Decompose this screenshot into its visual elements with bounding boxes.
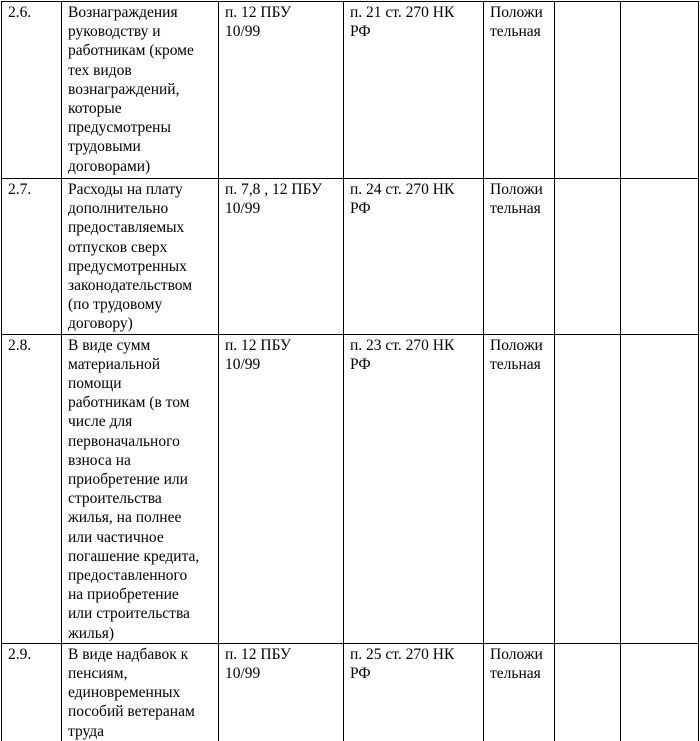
cell-nk-reference: п. 25 ст. 270 НК РФ [344,643,484,741]
cell-difference-type: Положи тельная [484,2,555,179]
cell-difference-type: Положи тельная [484,179,555,335]
cell-pbu-reference: п. 7,8 , 12 ПБУ 10/99 [219,179,344,335]
cell-number: 2.7. [2,179,62,335]
cell-empty [555,334,621,643]
cell-empty [621,643,699,741]
cell-description: Вознаграждения руководству и работникам (кроме тех видов вознаграждений, которые предусмотрены трудовыми договорами) [62,2,219,179]
cell-pbu-reference: п. 12 ПБУ 10/99 [219,643,344,741]
cell-number: 2.8. [2,334,62,643]
cell-number: 2.6. [2,2,62,179]
cell-empty [555,179,621,335]
cell-empty [621,2,699,179]
cell-difference-type: Положи тельная [484,334,555,643]
table-row [2,643,699,741]
table-row [2,2,699,179]
cell-nk-reference: п. 23 ст. 270 НК РФ [344,334,484,643]
cell-number: 2.9. [2,643,62,741]
cell-empty [555,643,621,741]
cell-empty [621,179,699,335]
cell-description: Расходы на плату дополнительно предоставляемых отпусков сверх предусмотренных законодательством (по трудовому договору) [62,179,219,335]
cell-pbu-reference: п. 12 ПБУ 10/99 [219,2,344,179]
cell-description: В виде надбавок к пенсиям, единовременных пособий ветеранам труда [62,643,219,741]
cell-nk-reference: п. 24 ст. 270 НК РФ [344,179,484,335]
cell-empty [621,334,699,643]
cell-description: В виде сумм материальной помощи работникам (в том числе для первоначального взноса на приобретение или строительства жилья, на полнее или частичное погашение кредита, предоставленного на приобретение или строительства жилья) [62,334,219,643]
table-row [2,334,699,643]
cell-empty [555,2,621,179]
cell-difference-type: Положи тельная [484,643,555,741]
expense-table [1,1,699,741]
cell-nk-reference: п. 21 ст. 270 НК РФ [344,2,484,179]
cell-pbu-reference: п. 12 ПБУ 10/99 [219,334,344,643]
table-row [2,179,699,335]
